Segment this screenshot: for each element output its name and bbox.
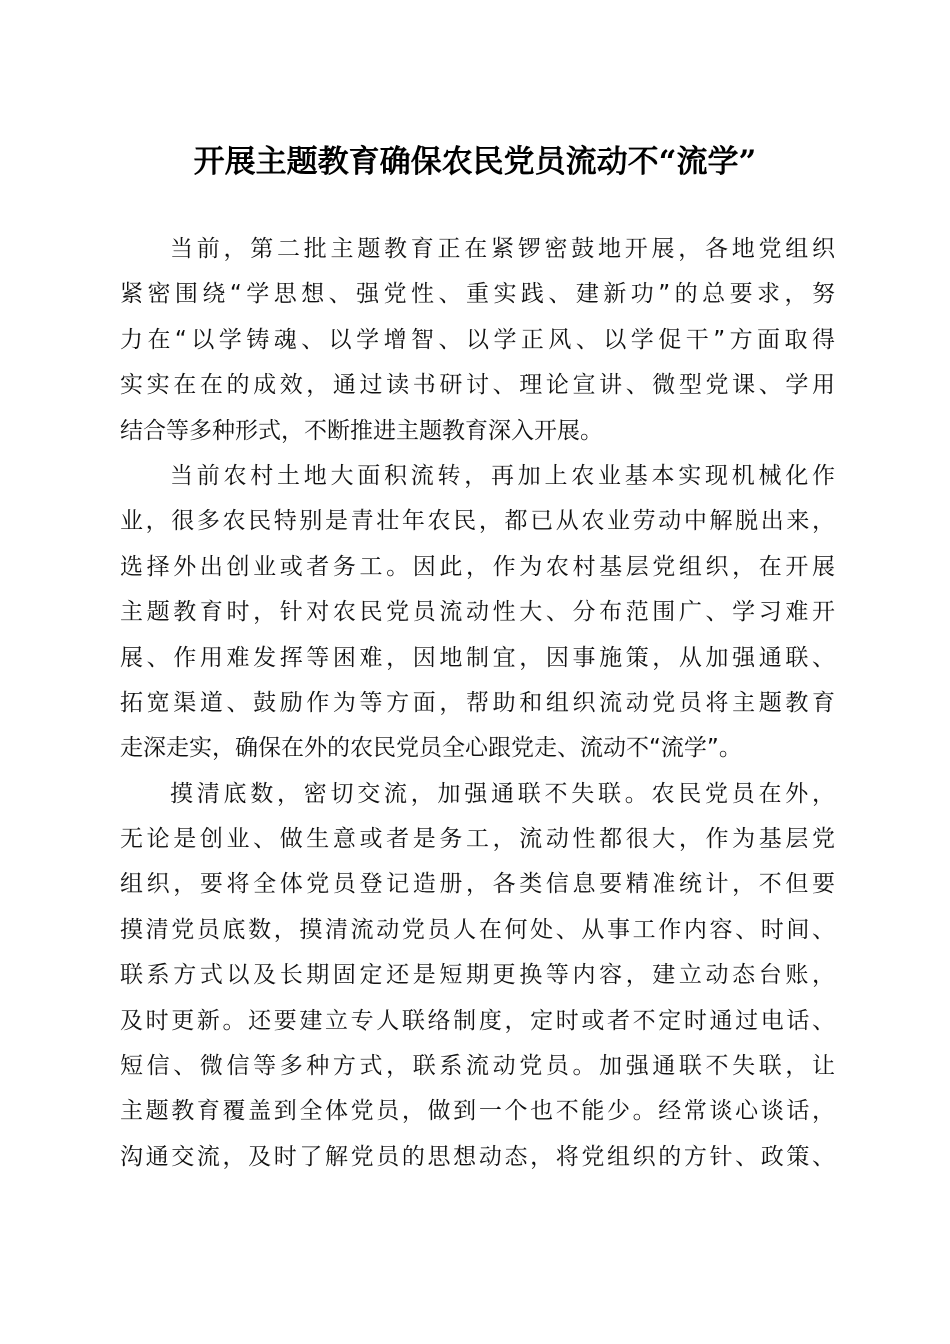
paragraph-line: 联系方式以及长期固定还是短期更换等内容，建立动态台账，: [120, 962, 835, 989]
paragraph-line: 主题教育覆盖到全体党员，做到一个也不能少。经常谈心谈话，: [120, 1098, 835, 1125]
paragraph-line: 无论是创业、做生意或者是务工，流动性都很大，作为基层党: [120, 826, 835, 853]
paragraph-line: 拓宽渠道、鼓励作为等方面，帮助和组织流动党员将主题教育: [120, 689, 835, 716]
document-body: [120, 227, 835, 1180]
paragraph-line: 实实在在的成效，通过读书研讨、理论宣讲、微型党课、学用: [120, 372, 835, 399]
paragraph-line: 组织，要将全体党员登记造册，各类信息要精准统计，不但要: [120, 871, 835, 898]
paragraph-line: 展、作用难发挥等困难，因地制宜，因事施策，从加强通联、: [120, 644, 835, 671]
paragraph-line: 当前农村土地大面积流转，再加上农业基本实现机械化作: [170, 462, 835, 489]
paragraph-line: 当前，第二批主题教育正在紧锣密鼓地开展，各地党组织: [170, 236, 835, 262]
paragraph-line: 主题教育时，针对农民党员流动性大、分布范围广、学习难开: [120, 599, 835, 626]
paragraph-line: 业，很多农民特别是青壮年农民，都已从农业劳动中解脱出来，: [120, 508, 835, 535]
paragraph-line: 走深走实，确保在外的农民党员全心跟党走、流动不“流学”。: [120, 735, 742, 762]
paragraph-line: 摸清底数，密切交流，加强通联不失联。农民党员在外，: [170, 780, 835, 807]
paragraph-3: [120, 772, 835, 1181]
paragraph-line: 摸清党员底数，摸清流动党员人在何处、从事工作内容、时间、: [120, 916, 835, 943]
paragraph-line: 及时更新。还要建立专人联络制度，定时或者不定时通过电话、: [120, 1007, 835, 1034]
document-title: 开展主题教育确保农民党员流动不“流学”: [193, 144, 757, 180]
paragraph-line: 结合等多种形式，不断推进主题教育深入开展。: [120, 417, 603, 444]
paragraph-line: 短信、微信等多种方式，联系流动党员。加强通联不失联，让: [120, 1053, 835, 1080]
paragraph-2: [120, 454, 835, 772]
paragraph-line: 沟通交流，及时了解党员的思想动态，将党组织的方针、政策、: [120, 1143, 835, 1170]
paragraph-line: 力在“以学铸魂、以学增智、以学正风、以学促干”方面取得: [120, 326, 835, 353]
paragraph-line: 选择外出创业或者务工。因此，作为农村基层党组织，在开展: [120, 553, 835, 580]
paragraph-line: 紧密围绕“学思想、强党性、重实践、建新功”的总要求，努: [120, 281, 835, 308]
paragraph-1: [120, 227, 835, 454]
